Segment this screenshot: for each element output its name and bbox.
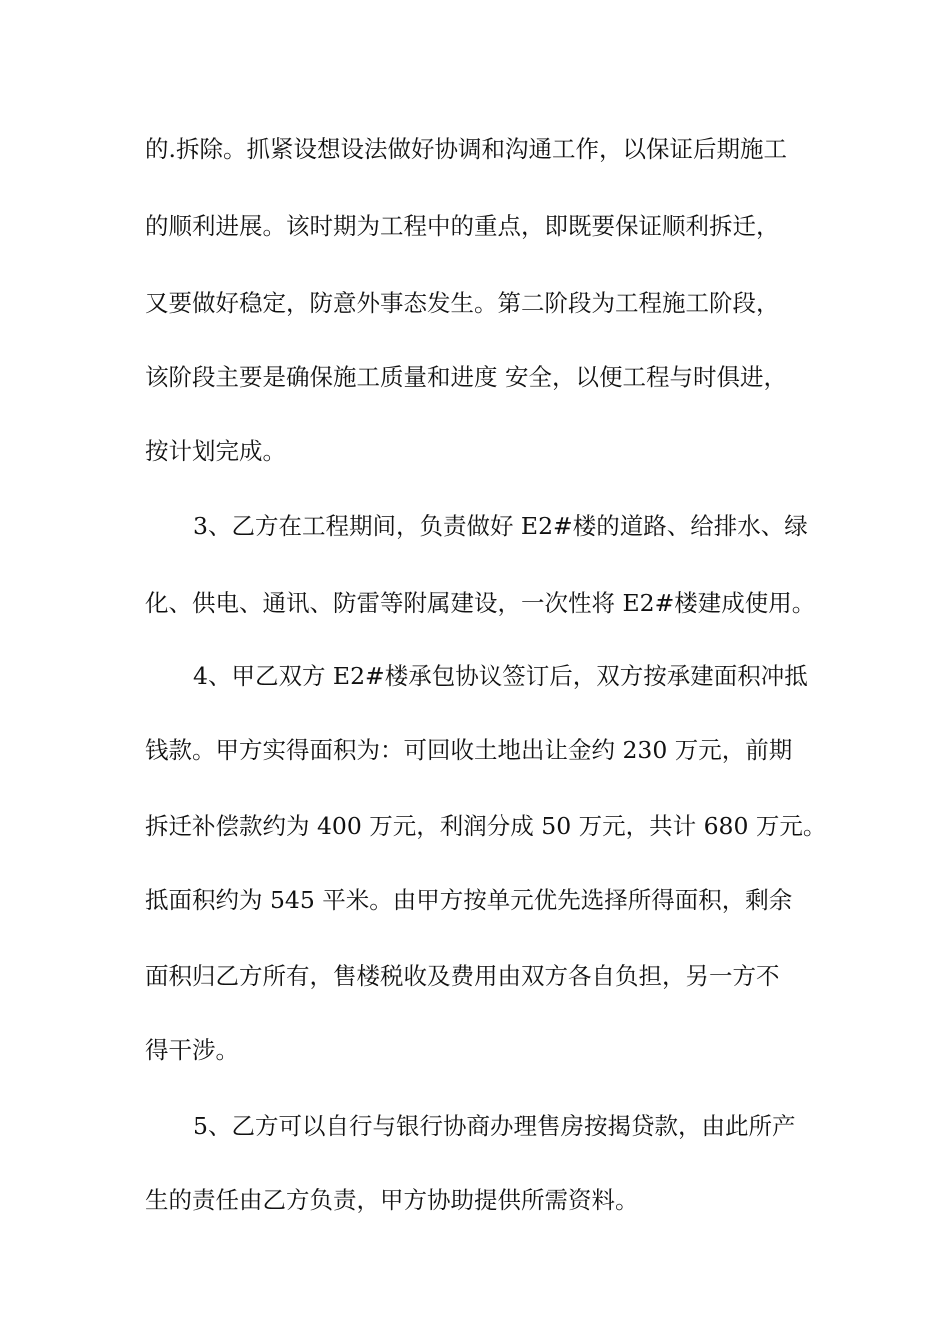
paragraph-line: 又要做好稳定，防意外事态发生。第二阶段为工程施工阶段， [145,289,780,317]
paragraph-line: 钱款。甲方实得面积为：可回收土地出让金约 230 万元，前期 [145,736,793,764]
paragraph-line: 拆迁补偿款约为 400 万元，利润分成 50 万元，共计 680 万元。 [145,812,827,840]
paragraph-line: 化、供电、通讯、防雷等附属建设，一次性将 E2#楼建成使用。 [145,589,816,617]
paragraph-line-item-3: 3、乙方在工程期间，负责做好 E2#楼的道路、给排水、绿 [193,512,808,540]
paragraph-line: 的顺利进展。该时期为工程中的重点，即既要保证顺利拆迁， [145,212,780,240]
paragraph-line: 该阶段主要是确保施工质量和进度 安全，以便工程与时俱进， [145,363,787,391]
paragraph-line: 生的责任由乙方负责，甲方协助提供所需资料。 [145,1186,639,1214]
paragraph-line: 的.拆除。抓紧设想设法做好协调和沟通工作，以保证后期施工 [145,135,787,163]
paragraph-line-item-5: 5、乙方可以自行与银行协商办理售房按揭贷款，由此所产 [193,1112,796,1140]
paragraph-line: 抵面积约为 545 平米。由甲方按单元优先选择所得面积，剩余 [145,886,793,914]
paragraph-line: 按计划完成。 [145,437,286,465]
paragraph-line: 得干涉。 [145,1036,239,1064]
paragraph-line-item-4: 4、甲乙双方 E2#楼承包协议签订后，双方按承建面积冲抵 [193,662,808,690]
paragraph-line: 面积归乙方所有，售楼税收及费用由双方各自负担，另一方不 [145,962,780,990]
